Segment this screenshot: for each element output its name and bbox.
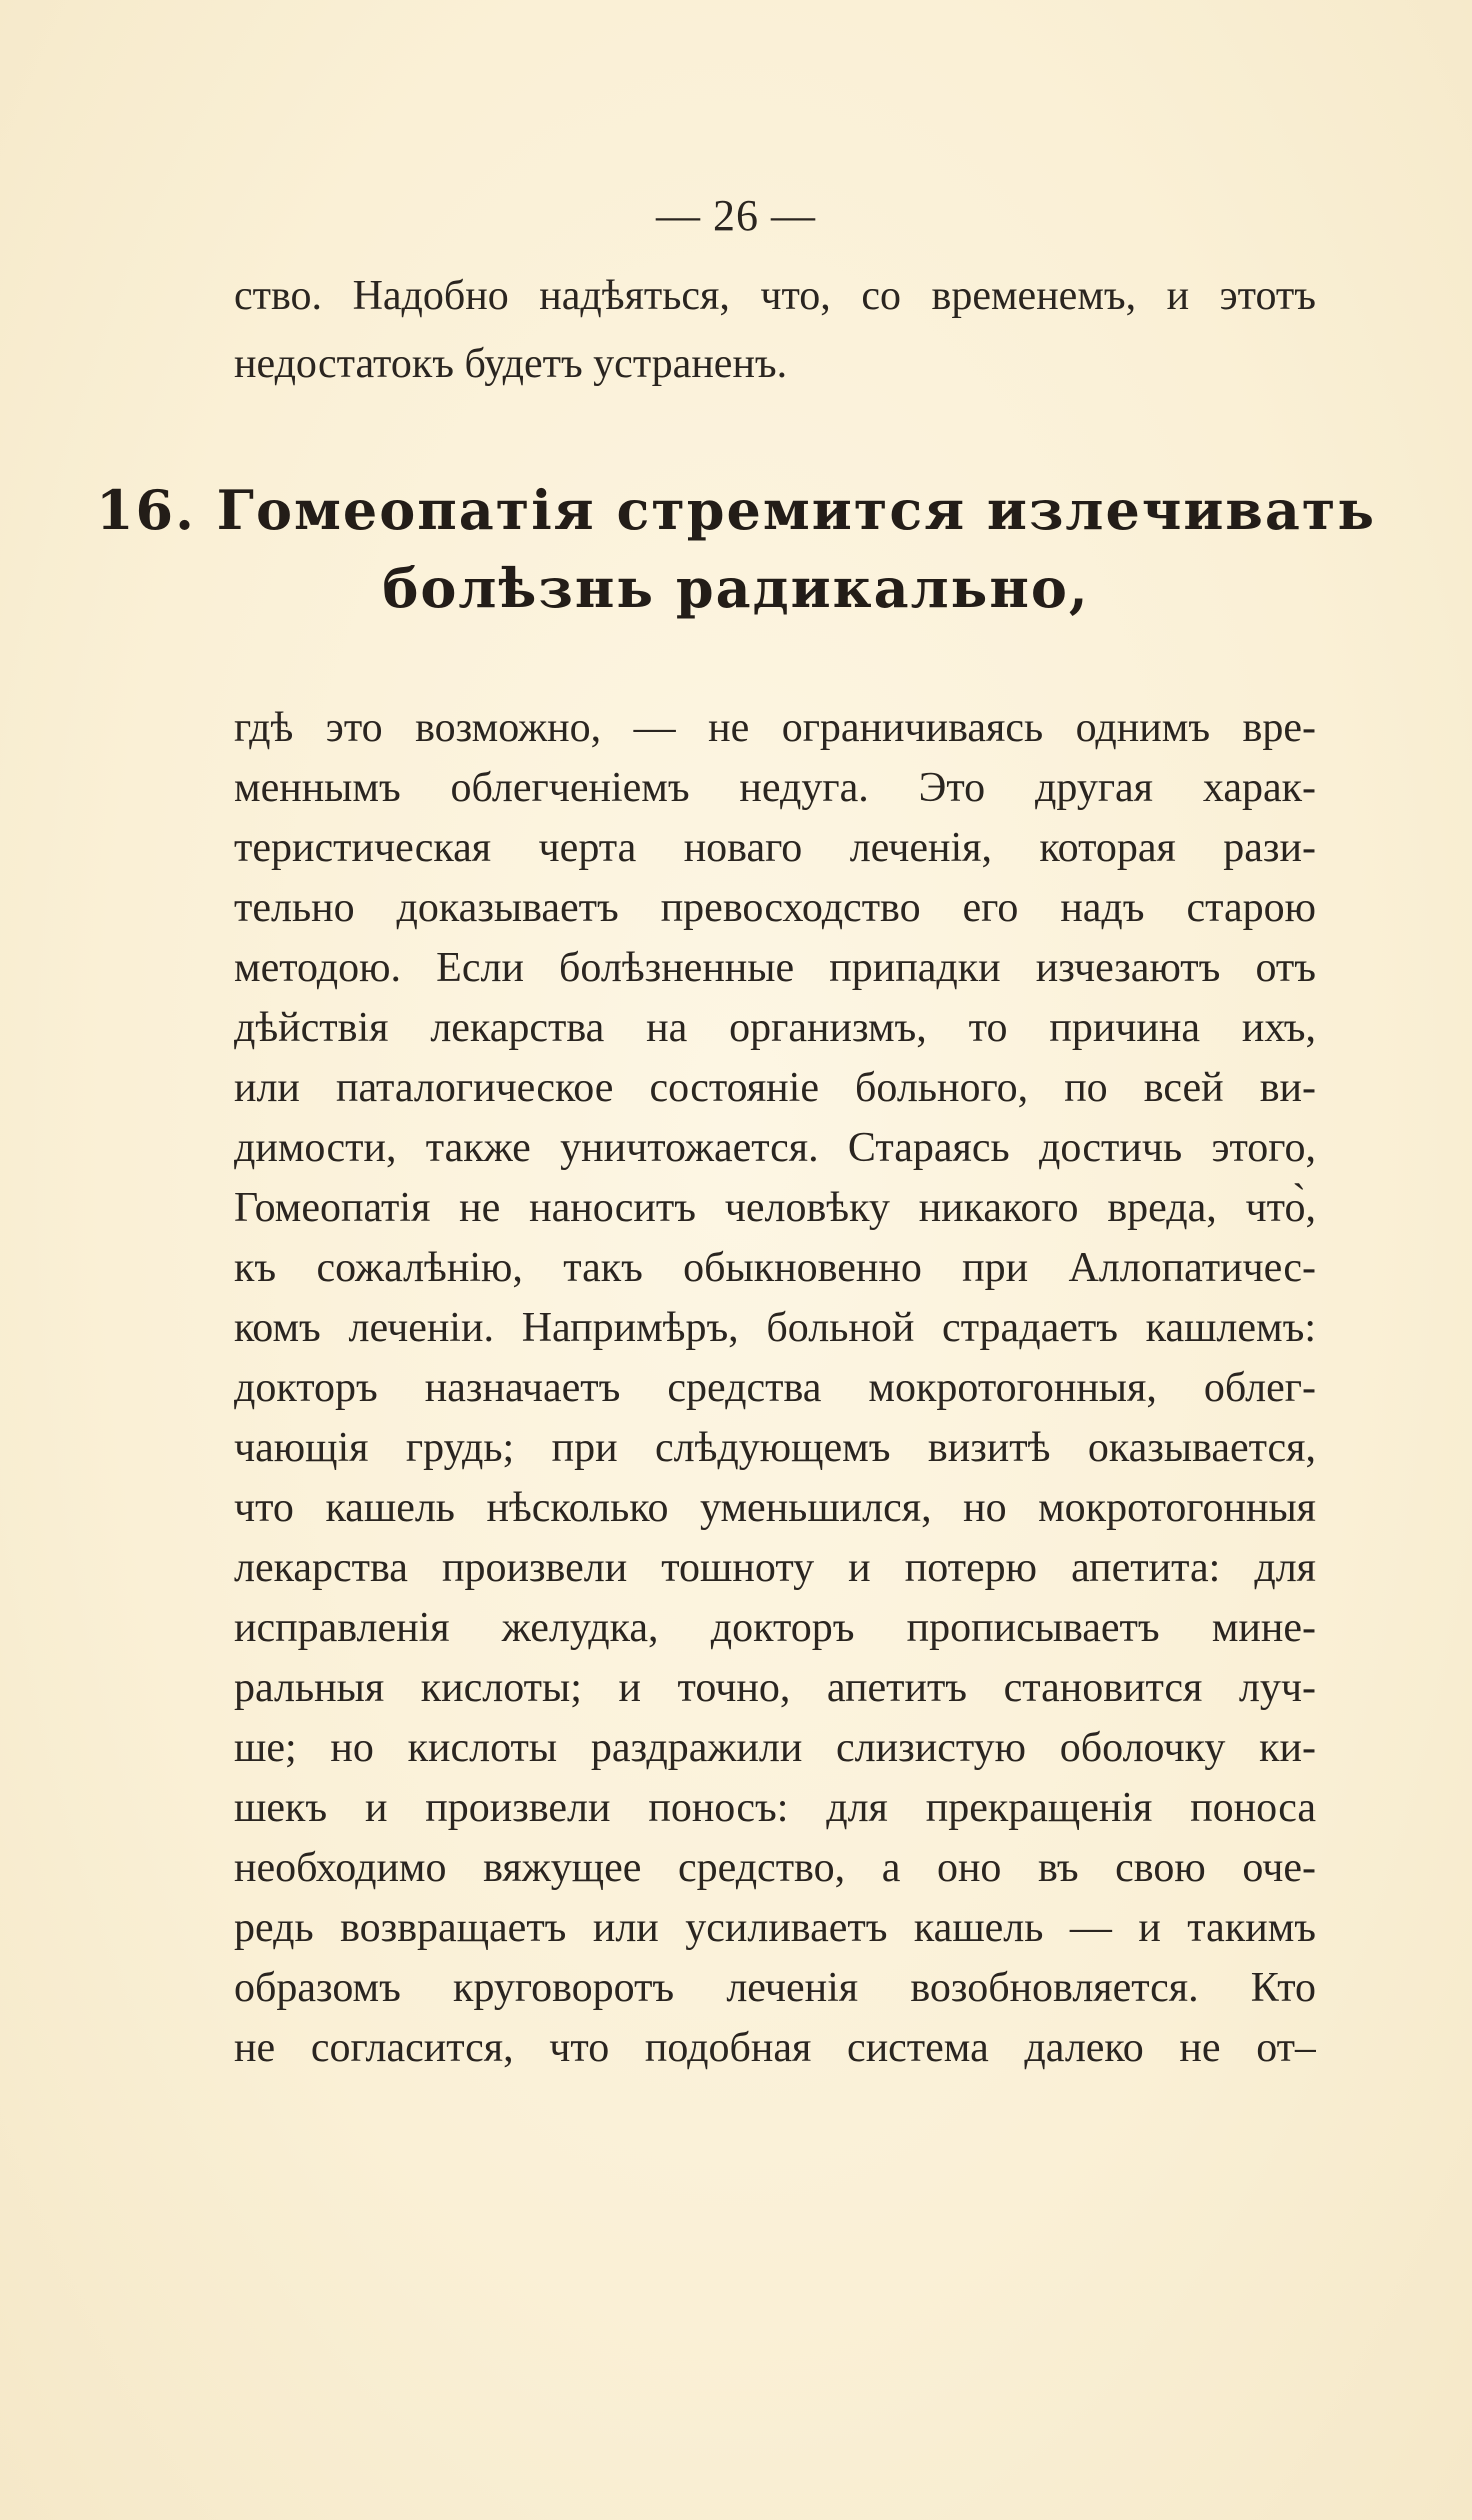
text-line: тельно доказываетъ превосходство его надъ старою [234, 885, 1316, 931]
section-heading-line-2: болѣзнь радикально, [382, 556, 1090, 620]
text-line: меннымъ облегченіемъ недуга. Это другая харак- [234, 765, 1316, 811]
text-line: недостатокъ будетъ устраненъ. [234, 341, 788, 387]
text-line: исправленія желудка, докторъ прописываетъ мине- [234, 1605, 1316, 1651]
text-line: Гомеопатія не наноситъ человѣку никакого вреда, что̀, [234, 1185, 1316, 1231]
text-line: или паталогическое состояніе больного, по всей ви- [234, 1065, 1316, 1111]
text-line: комъ леченіи. Напримѣръ, больной страдаетъ кашлемъ: [234, 1305, 1316, 1351]
text-line: методою. Если болѣзненные припадки изчезаютъ отъ [234, 945, 1316, 991]
text-line: шекъ и произвели поносъ: для прекращенія поноса [234, 1785, 1316, 1831]
text-line: докторъ назначаетъ средства мокротогонныя, облег- [234, 1365, 1316, 1411]
text-line: теристическая черта новаго леченія, которая рази- [234, 825, 1316, 871]
text-line: ство. Надобно надѣяться, что, со временемъ, и этотъ [234, 273, 1316, 319]
text-line: чающія грудь; при слѣдующемъ визитѣ оказывается, [234, 1425, 1316, 1471]
text-line: димости, также уничтожается. Стараясь достичь этого, [234, 1125, 1316, 1171]
body-paragraph [234, 698, 1316, 2078]
intro-paragraph [234, 262, 1316, 398]
text-line: лекарства произвели тошноту и потерю апетита: для [234, 1545, 1316, 1591]
text-line: редь возвращаетъ или усиливаетъ кашель — и такимъ [234, 1905, 1316, 1951]
page-number: — 26 — [656, 191, 816, 240]
text-line: дѣйствія лекарства на организмъ, то причина ихъ, [234, 1005, 1316, 1051]
text-line: что кашель нѣсколько уменьшился, но мокротогонныя [234, 1485, 1316, 1531]
text-line: не согласится, что подобная система далеко не от– [234, 2025, 1316, 2071]
text-line: къ сожалѣнію, такъ обыкновенно при Аллопатичес- [234, 1245, 1316, 1291]
text-line: ральныя кислоты; и точно, апетитъ становится луч- [234, 1665, 1316, 1711]
section-heading-line-1: 16. Гомеопатія стремится излечивать [95, 478, 1377, 542]
text-line: гдѣ это возможно, — не ограничиваясь однимъ вре- [234, 705, 1316, 751]
text-line: образомъ круговоротъ леченія возобновляется. Кто [234, 1965, 1316, 2011]
text-line: ше; но кислоты раздражили слизистую оболочку ки- [234, 1725, 1316, 1771]
text-line: необходимо вяжущее средство, а оно въ свою оче- [234, 1845, 1316, 1891]
